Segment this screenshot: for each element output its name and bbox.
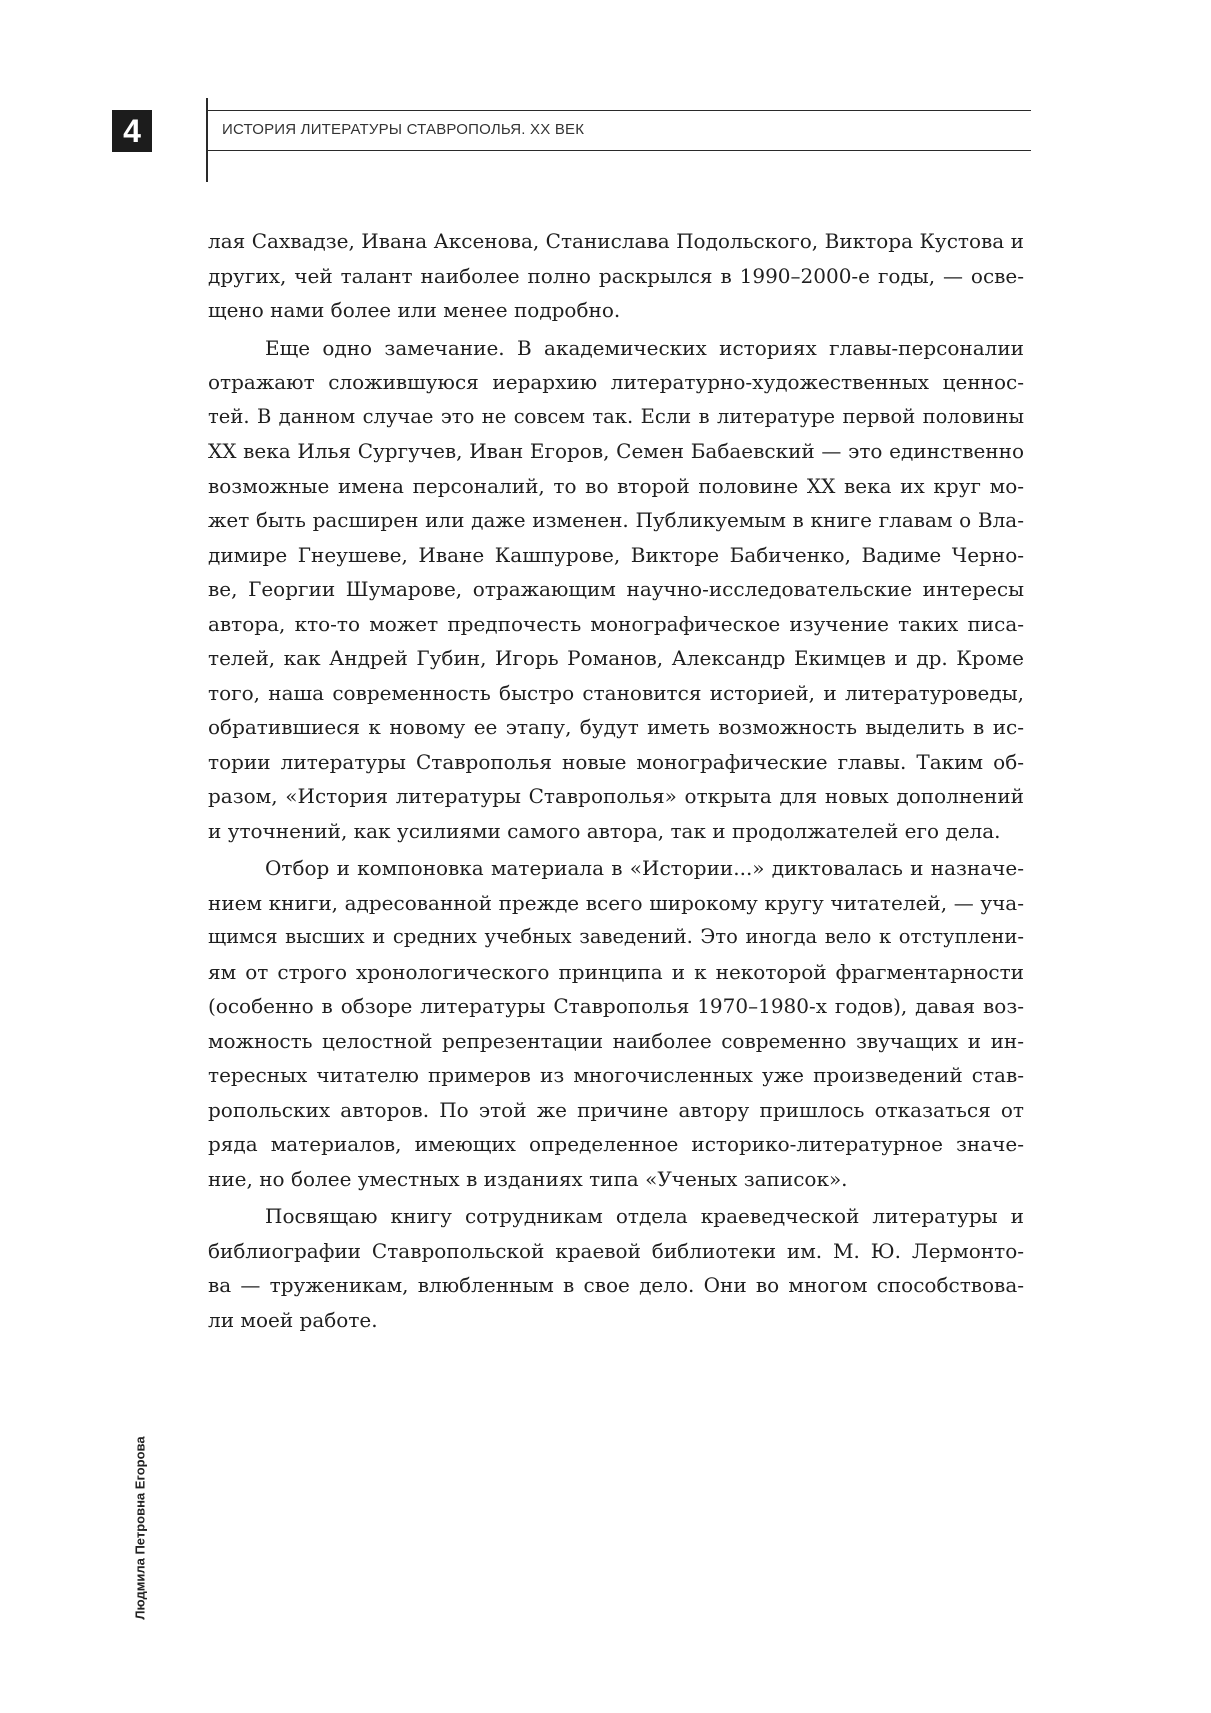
text-line: димире Гнеушеве, Иване Кашпурове, Викторе Бабиченко, Вадиме Черно- [208,542,1024,567]
text-line: можность целостной репрезентации наиболее современно звучащих и ин- [208,1028,1024,1053]
text-line: щено нами более или менее подробно. [208,298,621,322]
text-line: обратившиеся к новому ее этапу, будут иметь возможность выделить в ис- [208,715,1024,739]
text-line: возможные имена персоналий, то во второй половине XX века их круг мо- [208,473,1024,498]
side-author-name: Людмила Петровна Егорова [132,1436,148,1620]
text-line: ние, но более уместных в изданиях типа «Ученых записок». [208,1166,848,1191]
text-line: XX века Илья Сургучев, Иван Егоров, Семен Бабаевский — это единственно [208,439,1024,463]
text-line: Отбор и компоновка материала в «Истории...» диктовалась и назначе- [265,856,1024,880]
text-line: других, чей талант наиболее полно раскрылся в 1990–2000-е годы, — осве- [208,263,1024,288]
text-line: телей, как Андрей Губин, Игорь Романов, Александр Екимцев и др. Кроме [208,646,1024,670]
text-line: ве, Георгии Шумарове, отражающим научно-исследовательские интересы [208,577,1024,601]
text-line: щимся высших и средних учебных заведений. Это иногда вело к отступлени- [208,925,1024,948]
text-line: нием книги, адресованной прежде всего широкому кругу читателей, — уча- [208,890,1024,915]
text-line: ли моей работе. [208,1307,378,1332]
running-title: ИСТОРИЯ ЛИТЕРАТУРЫ СТАВРОПОЛЬЯ. XX ВЕК [222,121,585,138]
text-line: библиографии Ставропольской краевой библиотеки им. М. Ю. Лермонто- [208,1238,1024,1263]
text-line: и уточнений, как усилиями самого автора, так и продолжателей его дела. [208,818,1001,843]
text-line: отражают сложившуюся иерархию литературно-художественных ценнос- [208,370,1024,394]
text-line: жет быть расширен или даже изменен. Публикуемым в книге главам о Вла- [208,508,1024,532]
text-line: ряда материалов, имеющих определенное историко-литературное значе- [208,1132,1024,1156]
header-bottom-rule [206,150,1031,151]
text-line: (особенно в обзоре литературы Ставрополья 1970–1980-х годов), давая воз- [208,994,1024,1018]
text-line: ва — труженикам, влюбленным в свое дело. Они во многом способствова- [208,1273,1024,1297]
body-text [208,224,1024,1337]
text-line: тории литературы Ставрополья новые монографические главы. Таким об- [208,749,1024,774]
text-line: ям от строго хронологического принципа и к некоторой фрагментарности [208,959,1024,984]
text-line: того, наша современность быстро становится историей, и литературоведы, [208,680,1024,705]
text-line: разом, «История литературы Ставрополья» открыта для новых дополнений [208,784,1024,808]
text-line: тересных читателю примеров из многочисленных уже произведений став- [208,1063,1024,1087]
text-line: ропольских авторов. По этой же причине автору пришлось отказаться от [208,1097,1024,1122]
page-number: 4 [112,110,152,152]
text-line: тей. В данном случае это не совсем так. Если в литературе первой половины [208,404,1024,428]
text-line: лая Сахвадзе, Ивана Аксенова, Станислава Подольского, Виктора Кустова и [208,229,1024,253]
text-line: автора, кто-то может предпочесть монографическое изучение таких писа- [208,611,1024,636]
text-line: Посвящаю книгу сотрудникам отдела краеведческой литературы и [265,1204,1024,1228]
text-line: Еще одно замечание. В академических историях главы-персоналии [265,335,1024,360]
header-top-rule [206,110,1031,111]
